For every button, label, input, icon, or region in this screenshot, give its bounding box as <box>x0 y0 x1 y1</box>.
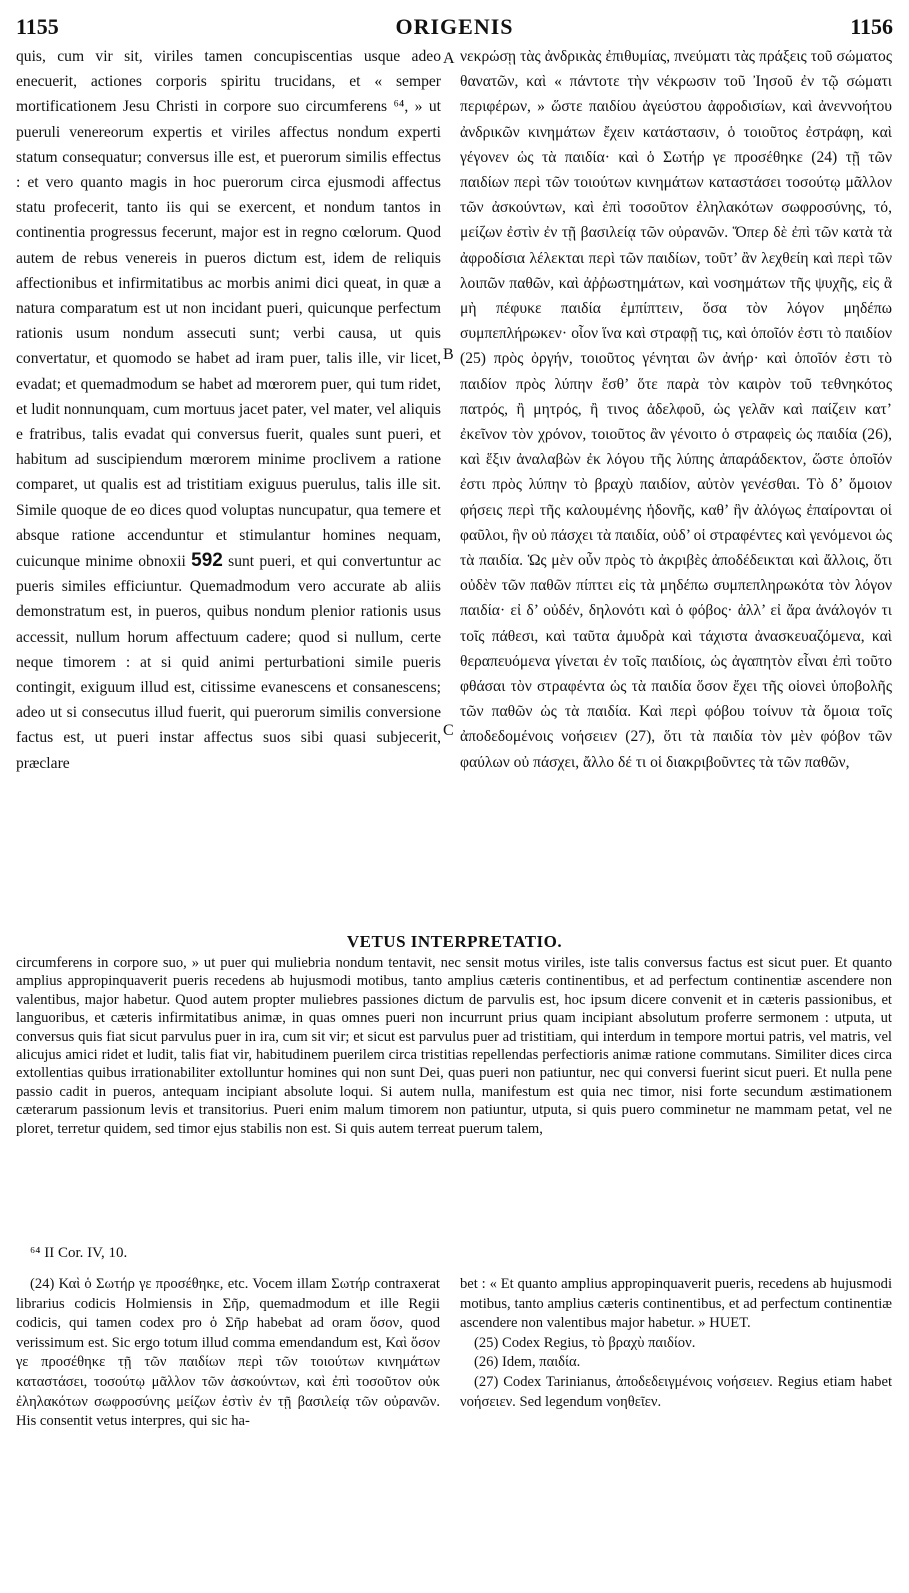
latin-text-part-1: quis, cum vir sit, viriles tamen concupiscentias usque adeo enecuerit, actiones corporis spiritu trucidans, et « semper mortificationem Jesu Christi in corpore suo circumferens ⁶⁴, » ut pueruli venereorum expertis et viriles affectus nondum experti statum consequatur; conversus ille est, et puerorum similis effectus : et vero quanto magis in hoc puerorum circa ejusmodi affectus statu profecerit, tanto iis qui se exercent, et nondum tantos in continentia progressus fecerunt, major est in regno cœlorum. Quod autem de rebus venereis in pueros dictum est, idem de reliquis affectionibus et infirmitatibus ac morbis animi dici queat, in quæ a natura comparatum est ut non incidant pueri, quicunque perfectum rationis usum nondum assecuti sunt; verbi causa, ut quis convertatur, et quomodo se habet ad iram puer, talis ille, vir licet, evadat; et quemadmodum se habet ad mœrorem puer, qui tum ridet, et ludit nonnunquam, cum mortuus jacet pater, vel mater, vel aliquis e fratribus, talis evadat qui conversus fuerit, quales sunt pueri, et habitum ad suscipiendum mœrorem minime proclivem a ratione comparet, ut qualis est ad tristitiam exiguus puerulus, talis ille sit. Simile quoque de eo dices quod voluptas nuncupatur, qua temere et absque ratione accenduntur et stimulantur homines nequam, cuicunque minime obnoxii <box>16 48 441 571</box>
margin-mark-a: A <box>443 50 455 67</box>
latin-text-part-2: sunt pueri, et qui convertuntur ac pueris similes efficiuntur. Quemadmodum vero accurate ab aliis demonstratum est, in pueros, quibus nondum plenior rationis usus accessit, nullum horum affectuum cadere; quod si nullum, certe neque timorem : at si quid animi perturbationi simile pueris contingit, exiguum illud est, citissime evanescens et consanescens; adeo ut si consecutus illud fuerit, qui puerorum similis conversione factus est, ut pueri instar affectus suos sibi quasi subjecerit, præclare <box>16 553 442 772</box>
margin-mark-c: C <box>443 722 454 739</box>
notes-left-column <box>16 1275 440 1432</box>
left-page-number: 1155 <box>16 14 59 39</box>
running-header <box>16 14 893 44</box>
latin-column <box>16 44 441 776</box>
margin-mark-b: B <box>443 346 454 363</box>
column-number: 592 <box>191 550 223 572</box>
note-24-continued: bet : « Et quanto amplius appropinquaverit pueris, recedens ab hujusmodi motibus, tanto amplius cæteris continentibus, et ad perfectum continentiæ ascendere non valentibus major habetur. » HUET. <box>460 1276 892 1332</box>
scripture-footnote: ⁶⁴ II Cor. IV, 10. <box>30 1245 128 1261</box>
right-page-number: 1156 <box>850 14 893 39</box>
vetus-interpretatio-title: VETUS INTERPRETATIO. <box>346 932 563 951</box>
notes-right-column <box>460 1275 892 1412</box>
header-title: ORIGENIS <box>395 14 514 39</box>
note-26: (26) Idem, παιδία. <box>474 1354 581 1371</box>
note-27: (27) Codex Tarinianus, ἀποδεδειγμένοις νοήσειεν. Regius etiam habet νοήσειεν. Sed legendum νοηθεῖεν. <box>460 1373 892 1410</box>
greek-column: νεκρώσῃ τὰς ἀνδρικὰς ἐπιθυμίας, πνεύματι τὰς πράξεις τοῦ σώματος θανατῶν, καὶ « πάντοτε τὴν νέκρωσιν τοῦ Ἰησοῦ ἐν τῷ σώματι περιφέρων, » ὥστε παιδίου ἀγεύστου ἀφροδισίων, καὶ ἀνεννοήτου ἀνδρικῶν κινημάτων ἔχειν κατάστασιν, ὁ τοιοῦτος ἐστράφη, καὶ γέγονεν ὡς τὰ παιδία· καὶ ὁ Σωτήρ γε προσέθηκε (24) τῇ τῶν παιδίων περὶ τῶν τοιούτων κινημάτων καταστάσει τοσούτῳ μᾶλλον τῶν ἀσκούντων, καὶ ἐπὶ τοσοῦτον ἐληλακότων σωφροσύνης, τό, μείζων ἐστὶν ἐν τῇ βασιλείᾳ τῶν οὐρανῶν. Ὅπερ δὲ ἐπὶ τῶν κατὰ τὰ ἀφροδίσια λέλεκται περὶ τῶν παιδίων, τοῦτ’ ἂν λεχθείη καὶ περὶ τῶν λοιπῶν παθῶν, καὶ ἀῤῥωστημάτων, καὶ νοσημάτων τῆς ψυχῆς, εἰς ἃ μὴ πέφυκε παιδία ἐμπίπτειν, ὅσα τὸν λόγον μηδέπω συμπεπλήρωκεν· οἷον ἵνα καὶ στραφῇ τις, καὶ ὁποῖόν ἐστι τὸ παιδίον (25) πρὸς ὀργήν, τοιοῦτος γένηται ὢν ἀνήρ· καὶ ὁποῖόν ἐστι τὸ παιδίον πρὸς λύπην ἔσθ’ ὅτε παρὰ τὸν καιρὸν τοῦ τεθνηκότος πατρός, ἢ μητρός, ἢ τινος ἀδελφοῦ, ὡς γελᾶν καὶ παίζειν κατ’ ἐκεῖνον τὸν χρόνον, τοιοῦτος ἂν γένοιτο ὁ στραφεὶς ὡς παιδία (26), καὶ ἕξιν ἀναλαβὼν ἐκ λόγου τῆς λύπης ἀπαράδεκτον, ὥστε ὁποῖόν ἐστι πρὸς λύπην τὸ βραχὺ παιδίον, αὐτὸν γενέσθαι. Τὸ δ’ ὅμοιον φήσεις περὶ τῆς καλουμένης ἡδονῆς, καθ’ ἣν ἀλόγως ἐπαίρονται οἱ φαῦλοι, ἣν οὐ πάσχει τὰ παιδία, οὐδ’ οἱ στραφέντες καὶ γενόμενοι ὡς τὰ παιδία. Ὡς μὲν οὖν πρὸς τὸ ἀκριβὲς ἀποδέδεικται καὶ ἄλλοις, ὅτι οὐδὲν τῶν παθῶν πίπτει εἰς τὰ μηδέπω συμπεπληρωκότα τὸν λόγον παιδία· εἰ δ’ οὐδέν, δηλονότι καὶ ὁ φόβος· ἀλλ’ εἰ ἄρα ἀνάλογόν τι τοῖς πάθεσι, καὶ ταῦτα ἀμυδρὰ καὶ τάχιστα ἀνασκευαζόμενα, καὶ θεραπευόμενα γίνεται ἐν τοῖς παιδίοις, ὡς ἀγαπητὸν εἶναι ἐπὶ τοῦτο φθάσαι τὸν στραφέντα ὡς τὰ παιδία ὅσον ἔχει τῆς οἱονεὶ ὑποβολῆς τῶν παθῶν ὡς τὰ παιδία. Καὶ περὶ φόβου τοίνυν τὰ ὅμοια τοῖς ἀποδεδομένοις νοήσειεν (27), ὅτι τὰ παιδία τὸν μὲν φόβον τῶν φαύλων οὐ πάσχει, ἄλλο δέ τι οἱ διακριβοῦντες τὰ τῶν παθῶν, <box>460 48 892 771</box>
vetus-interpretatio-text: circumferens in corpore suo, » ut puer qui muliebria nondum tentavit, nec sensit motus viriles, iste talis conversus factus est sicut puer. Et quanto amplius appropinquaverit pueris recedens ab hujusmodi motibus, tanto amplius cæteris continentibus, et ad perfectum continentiæ ascendere non valentibus, major habetur. Quod autem propter muliebres passiones dictum de parvulis est, hoc ipsum dicere convenit et in cæteris passionibus, et languoribus, et cæteris infirmitatibus animæ, in quas omnes pueri non incurrunt prius quam incipiant absolutum proferre sermonem : utputa, ut conversus quis fiat sicut parvulus puer in ira, cum sit vir; et sicut est parvulus puer ad tristitiam, qui interdum in tempore mortui patris, vel matris, vel alicujus amici ridet et ludit, talis fiat vir, habitudinem puerilem circa tristitias repellendas perfectioris animæ ratione commutans. Similiter dices circa extollentias quibus irrationabiliter extolluntur homines qui non sunt Dei, quas pueri non patiuntur, nec qui conversi fuerint sicut pueri. Et nulla pene passio cadit in pueros, antequam incipiant absolute loqui. Si autem nulla, manifestum est quia nec timor, nisi forte secundum æstimationem cæterarum passionum levis et transitorius. Pueri enim malum timorem non patiuntur, utputa, si quis puero comminetur ne mammam petat, vel ne ploret, terretur quidem, sed timor ejus stabilis non est. Si quis autem terreat puerum talem, <box>16 955 892 1137</box>
note-24: (24) Καὶ ὁ Σωτήρ γε προσέθηκε, etc. Vocem illam Σωτήρ contraxerat librarius codicis Holmiensis in Σῆρ, quemadmodum et ille Regii codicis, qui tamen codex pro ὁ Σῆρ habebat ad oram ὅσον, quod verissimum est. Sic ergo totum illud comma emendandum est, Καὶ ὅσον γε προσέθηκε τῇ τῶν παιδίων περὶ τῶν τοιούτων κινημάτων καταστάσει, τοσούτῳ μᾶλλον τῶν ἀσκούντων, καὶ ἐπὶ τοσοῦτον οὐκ ἐληλακότων σωφροσύνης μείζων ἐστὶν ἐν τῇ βασιλείᾳ τῶν οὐρανῶν. His consentit vetus interpres, qui sic ha- <box>16 1276 440 1430</box>
note-25: (25) Codex Regius, τὸ βραχὺ παιδίον. <box>474 1334 696 1351</box>
